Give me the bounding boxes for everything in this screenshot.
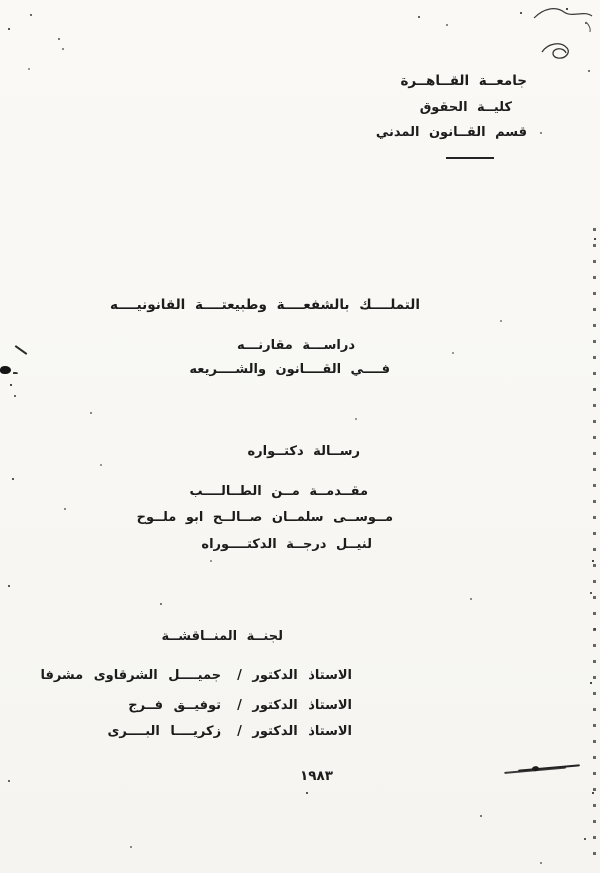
submitted-by-label: مقــدمــة مــن الطــالــــب [189, 484, 368, 499]
scan-mark-artifact [15, 345, 28, 355]
member-name: توفيــق فــرج [128, 698, 222, 713]
thesis-type-label: رســالة دكتــواره [247, 444, 360, 459]
committee-member-row [128, 698, 352, 713]
university-name: جامعــة القــاهــرة [400, 73, 527, 89]
scan-specks-artifact [0, 0, 2, 2]
thesis-title-line-1: التملــــك بالشفعــــة وطبيعتــــة القانونيــــه [110, 297, 420, 313]
member-title: الاستاذ الدكتور / [237, 724, 352, 739]
department-name: قسم القــانون المدني [375, 125, 527, 140]
member-name: زكريــــا البــــرى [107, 724, 222, 739]
header-underline [446, 157, 494, 159]
scan-edge-dots-artifact [593, 228, 596, 864]
degree-purpose-label: لنيــل درجــة الدكتــــوراه [201, 537, 372, 552]
member-title: الاستاذ الدكتور / [237, 668, 352, 683]
faculty-name: كليــة الحقوق [419, 100, 512, 115]
committee-heading: لجنــة المنــاقشــة [161, 629, 283, 644]
scan-scribble-artifact [528, 2, 600, 74]
scan-blot-artifact [0, 366, 11, 374]
thesis-title-line-3: فــــي القــــانون والشــــريعه [189, 362, 390, 377]
scan-streak-artifact [518, 764, 580, 771]
thesis-title-line-2: دراســـة مقارنـــه [236, 338, 355, 353]
member-name: جميــــل الشرقاوى مشرفا [40, 668, 222, 683]
member-title: الاستاذ الدكتور / [237, 698, 352, 713]
committee-member-row [107, 724, 352, 739]
committee-member-row [40, 668, 352, 683]
publication-year: ١٩٨٣ [300, 768, 333, 784]
student-name: مــوســى سلمــان صــالــح ابو ملــوح [136, 510, 393, 525]
